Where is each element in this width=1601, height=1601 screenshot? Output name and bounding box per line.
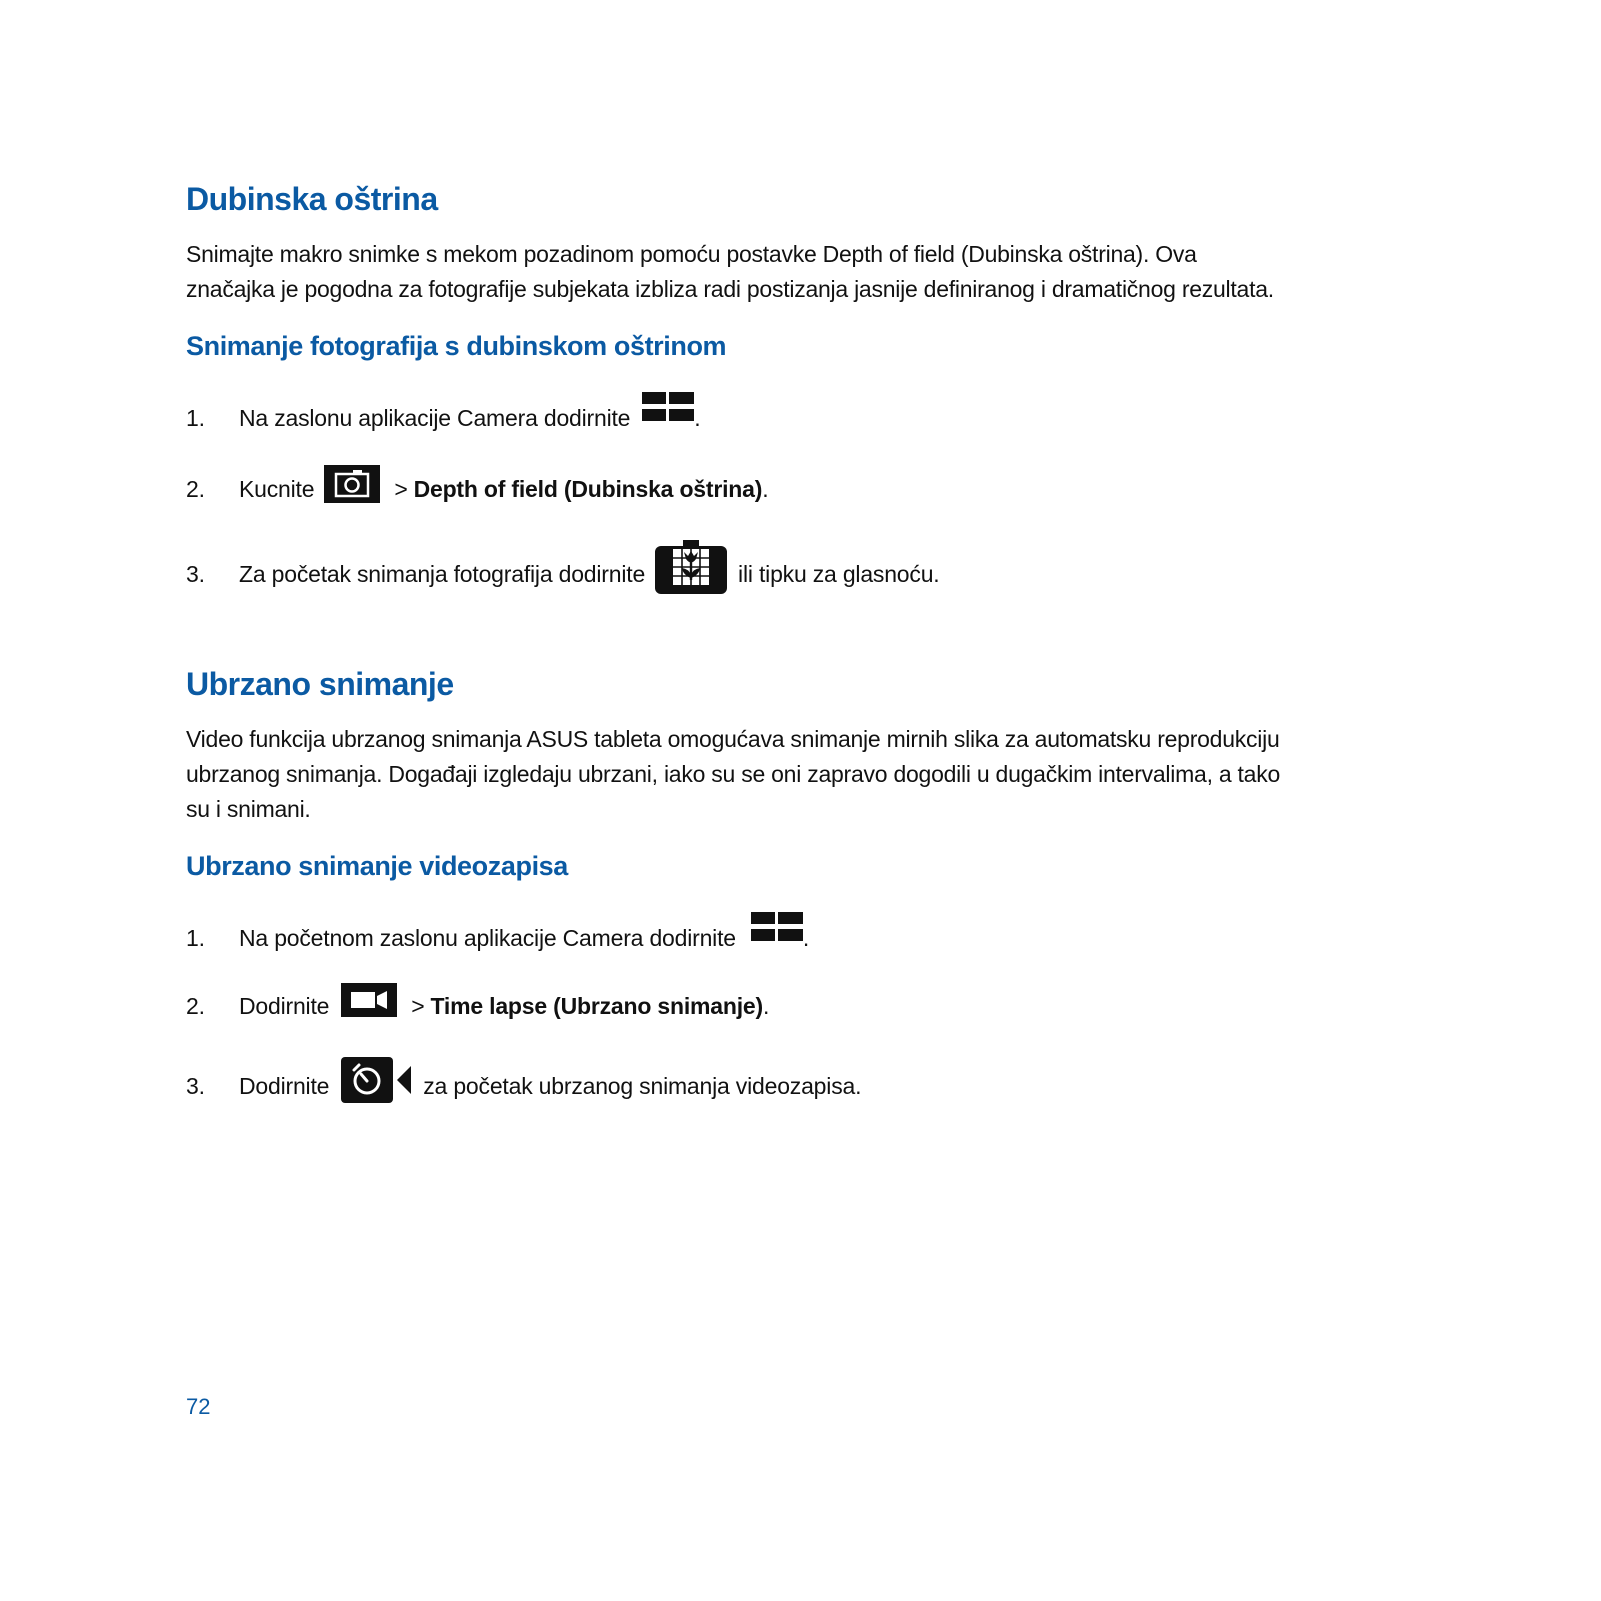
step-number: 2. (186, 476, 205, 502)
step-item (186, 1071, 1186, 1101)
video-camera-icon (341, 983, 397, 1017)
subsection-title-depth-photos: Snimanje fotografija s dubinskom oštrinom (186, 331, 727, 361)
paragraph-line: značajka je pogodna za fotografije subjekata izbliza radi postizanja jasnije definiranog i dramatičnog rezultata. (186, 276, 1274, 302)
step-number: 3. (186, 1073, 205, 1099)
step-option-label: Time lapse (Ubrzano snimanje) (430, 993, 763, 1019)
step-text: Za početak snimanja fotografija dodirnite (239, 561, 646, 587)
step-item (186, 991, 1186, 1021)
section-title-time-lapse: Ubrzano snimanje (186, 666, 454, 702)
step-text: Dodirnite (239, 993, 330, 1019)
mode-grid-icon (751, 912, 803, 942)
page-number: 72 (186, 1394, 211, 1419)
macro-shutter-icon (655, 540, 727, 594)
paragraph-line: su i snimani. (186, 796, 311, 822)
step-text: Na početnom zaslonu aplikacije Camera dodirnite (239, 925, 736, 951)
step-separator: > (394, 476, 408, 502)
step-number: 3. (186, 561, 205, 587)
step-text-after: . (802, 925, 810, 951)
section-paragraph (186, 722, 1426, 827)
step-text-after: . (694, 405, 701, 431)
section-paragraph (186, 237, 1426, 307)
paragraph-line: Snimajte makro snimke s mekom pozadinom pomoću postavke Depth of field (Dubinska oštrina). Ova (186, 241, 1197, 267)
step-item (186, 923, 1186, 953)
photo-camera-icon (324, 465, 380, 503)
paragraph-line: Video funkcija ubrzanog snimanja ASUS tableta omogućava snimanje mirnih slika za automatsku reprodukciju (186, 726, 1280, 752)
step-text: Kucnite (239, 476, 315, 502)
step-separator: > (411, 993, 425, 1019)
step-item (186, 474, 1186, 504)
subsection-title-time-lapse-video: Ubrzano snimanje videozapisa (186, 851, 568, 881)
paragraph-line: ubrzanog snimanja. Događaji izgledaju ubrzani, iako su se oni zapravo dogodili u dugačkim intervalima, a tako (186, 761, 1281, 787)
mode-grid-icon (642, 392, 694, 422)
step-item (186, 559, 1286, 589)
step-text: Dodirnite (239, 1073, 330, 1099)
step-text: Na zaslonu aplikacije Camera dodirnite (239, 405, 631, 431)
step-number: 1. (186, 405, 205, 431)
section-title-depth-of-field: Dubinska oštrina (186, 181, 438, 217)
step-item (186, 403, 1186, 433)
step-text-after: . (762, 476, 769, 502)
step-option-label: Depth of field (Dubinska oštrina) (413, 476, 763, 502)
step-number: 1. (186, 925, 205, 951)
step-text-after: ili tipku za glasnoću. (738, 561, 940, 587)
step-text-after: za početak ubrzanog snimanja videozapisa. (423, 1073, 862, 1099)
step-number: 2. (186, 993, 205, 1019)
timelapse-record-icon (341, 1057, 413, 1103)
step-text-after: . (762, 993, 770, 1019)
